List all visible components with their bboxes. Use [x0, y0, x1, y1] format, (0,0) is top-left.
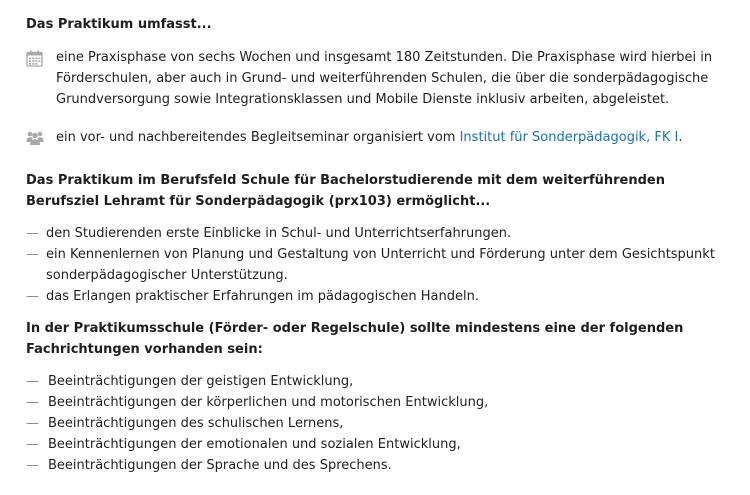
- dash-glyph: —: [26, 374, 39, 389]
- dash-glyph: —: [26, 437, 39, 452]
- list-item: [26, 455, 724, 476]
- list-item-begleitseminar: [26, 127, 724, 153]
- begleitseminar-text-after: .: [678, 130, 683, 145]
- list-item: [26, 244, 724, 286]
- dash-glyph: —: [26, 289, 39, 304]
- dash-glyph: —: [26, 226, 39, 241]
- dash-glyph: —: [26, 247, 39, 262]
- begleitseminar-text-before: ein vor- und nachbereitendes Begleitseminar organisiert vom: [56, 130, 460, 145]
- group-icon: [26, 130, 46, 153]
- section3-list: [26, 371, 724, 476]
- list-item: [26, 392, 724, 413]
- section3-heading: In der Praktikumsschule (Förder- oder Regelschule) sollte mindestens eine der folgenden Fachrichtungen vorhanden sein:: [26, 321, 684, 357]
- begleitseminar-text: [56, 127, 724, 148]
- list-item-text: Beeinträchtigungen der geistigen Entwicklung,: [48, 374, 354, 389]
- list-item-text: Beeinträchtigungen der körperlichen und motorischen Entwicklung,: [48, 395, 489, 410]
- list-item: [26, 371, 724, 392]
- list-item-text: Beeinträchtigungen der emotionalen und sozialen Entwicklung,: [48, 437, 461, 452]
- section2-list: [26, 223, 724, 307]
- list-item-text: Beeinträchtigungen der Sprache und des Sprechens.: [48, 458, 392, 473]
- intro-heading: Das Praktikum umfasst...: [26, 17, 212, 32]
- institut-link[interactable]: Institut für Sonderpädagogik, FK I: [459, 130, 679, 145]
- list-item-text: den Studierenden erste Einblicke in Schul- und Unterrichtserfahrungen.: [46, 226, 512, 241]
- dash-glyph: —: [26, 458, 39, 473]
- list-item-praxisphase: [26, 47, 724, 110]
- list-item: [26, 434, 724, 455]
- dash-glyph: —: [26, 395, 39, 410]
- calendar-icon: [26, 50, 46, 74]
- list-item: [26, 413, 724, 434]
- section2-heading: Das Praktikum im Berufsfeld Schule für Bachelorstudierende mit dem weiterführenden Berufsziel Lehramt für Sonderpädagogik (prx103) ermöglicht...: [26, 173, 665, 209]
- dash-glyph: —: [26, 416, 39, 431]
- list-item: [26, 223, 724, 244]
- praxisphase-text: eine Praxisphase von sechs Wochen und insgesamt 180 Zeitstunden. Die Praxisphase wird hierbei in Förderschulen, aber auch in Grund- und weiterführenden Schulen, die über die sonderpädagogische Grundversorgung sowie Integrationsklassen und Mobile Dienste inklusiv arbeiten, abgeleistet.: [56, 50, 713, 107]
- list-item-text: ein Kennenlernen von Planung und Gestaltung von Unterricht und Förderung unter dem Gesichtspunkt sonderpädagogischer Unterstützung.: [46, 247, 715, 283]
- list-item-text: das Erlangen praktischer Erfahrungen im pädagogischen Handeln.: [46, 289, 479, 304]
- list-item: [26, 286, 724, 307]
- list-item-text: Beeinträchtigungen des schulischen Lernens,: [48, 416, 344, 431]
